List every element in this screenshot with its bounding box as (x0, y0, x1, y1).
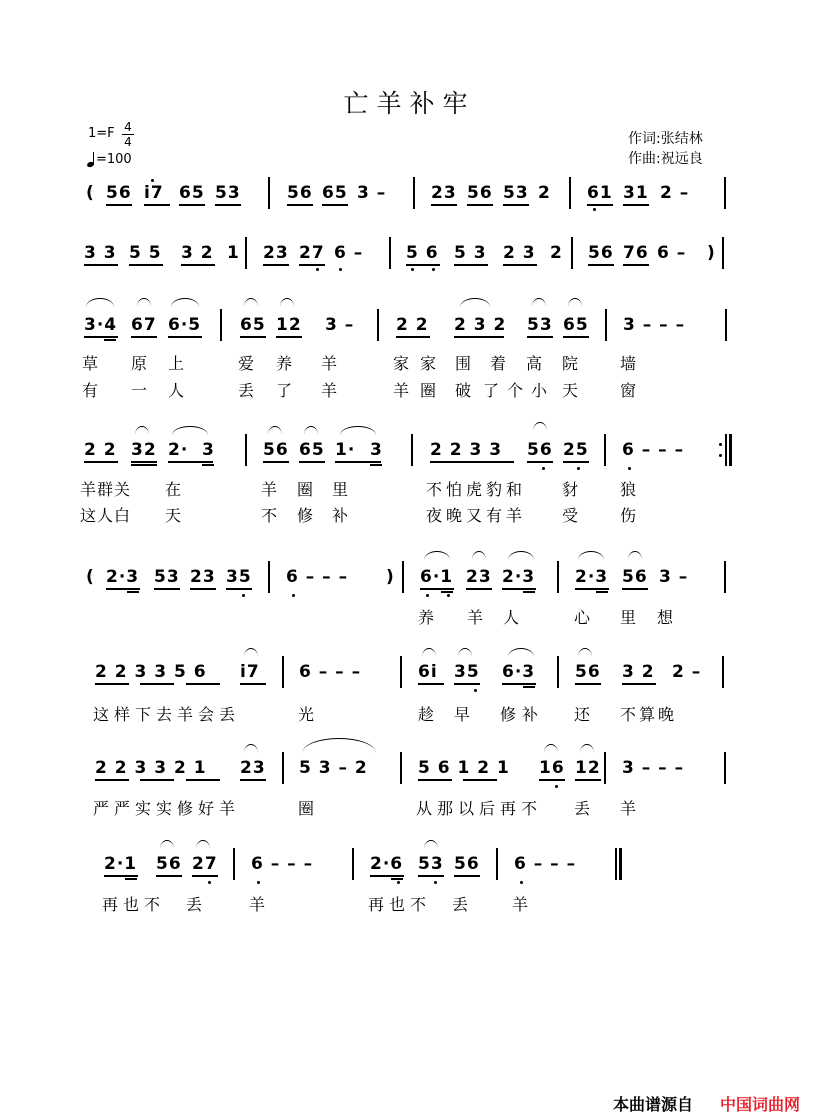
note-group: 65 (322, 183, 348, 203)
note-group: 32 (131, 440, 157, 460)
lyric: 院 (562, 354, 580, 373)
lyric: 个 (507, 381, 525, 400)
note-group: 5 3 (454, 243, 487, 263)
note-group: 1· (335, 440, 356, 460)
note-group: 65 (240, 315, 266, 335)
lyric: 从那以后再不 (416, 799, 543, 818)
lyric: 羊 (321, 381, 339, 400)
barline (282, 656, 284, 688)
note-group: 6 – (334, 243, 364, 263)
note-group: 61 (587, 183, 613, 203)
lyric: 夜晚又有羊 (426, 506, 527, 525)
paren-open: ( (86, 183, 95, 203)
barline (722, 656, 724, 688)
note-group: 2 2 3 3 5 6 (95, 662, 207, 682)
barline (402, 561, 404, 593)
lyric: 不算晚 (620, 705, 678, 724)
lyric: 羊群关 (80, 480, 132, 499)
note-group: 2 3 (503, 243, 536, 263)
note-group: 3·4 (84, 315, 118, 335)
lyric: 羊 (393, 381, 411, 400)
lyric: 墙 (620, 354, 638, 373)
lyric: 补 (332, 506, 350, 525)
footer-source: 本曲谱源自 (613, 1095, 694, 1114)
note-group: 27 (299, 243, 325, 263)
note-group: 53 (154, 567, 180, 587)
note-group: 56 (575, 662, 601, 682)
note-group: 3 3 (84, 243, 117, 263)
note-group: 6·3 (502, 662, 536, 682)
note-group: 53 (503, 183, 529, 203)
note-group: 5 6 1 2 1 (418, 758, 510, 778)
lyric: 修 (297, 506, 315, 525)
note-group: 16 (539, 758, 565, 778)
barline (724, 752, 726, 784)
note-group: 3 (202, 440, 215, 460)
lyric: 有 (82, 381, 100, 400)
note-group: 56 (156, 854, 182, 874)
final-barline-thin (615, 848, 617, 880)
lyricist-credit: 作词:张结林 (628, 131, 703, 147)
note-group: 3 – – – (622, 758, 685, 778)
note-group: 6 – – – (514, 854, 577, 874)
note-group: 2 2 (396, 315, 429, 335)
note-group: 56 (287, 183, 313, 203)
note-group: 23 (466, 567, 492, 587)
note-group: i7 (240, 662, 260, 682)
barline (245, 434, 247, 466)
note-group: 3 – – – (623, 315, 686, 335)
lyric: 补 (522, 705, 540, 724)
barline (724, 177, 726, 209)
barline (411, 434, 413, 466)
note-group: 53 (215, 183, 241, 203)
lyric: 爱 (238, 354, 256, 373)
note-group: 56 (588, 243, 614, 263)
note-group: 6 – – – (286, 567, 349, 587)
note-group: 23 (263, 243, 289, 263)
lyric: 圈 (297, 480, 315, 499)
lyric: 想 (657, 608, 675, 627)
quarter-note-icon (86, 153, 96, 167)
note-group: 6 – – – (299, 662, 362, 682)
note-group: 5 5 (129, 243, 162, 263)
lyric: 天 (165, 506, 183, 525)
lyric: 着 (490, 354, 508, 373)
barline (557, 656, 559, 688)
note-group: 2 2 3 3 (430, 440, 503, 460)
lyric: 圈 (298, 799, 316, 818)
lyric: 丢 (238, 381, 256, 400)
lyric: 还 (574, 705, 592, 724)
lyric: 羊 (321, 354, 339, 373)
barline (569, 177, 571, 209)
lyric: 小 (531, 381, 549, 400)
lyric: 光 (298, 705, 316, 724)
barline (389, 237, 391, 269)
lyric: 围 (455, 354, 473, 373)
note-group: 2 – (660, 183, 690, 203)
key-signature: 1=F (88, 126, 115, 141)
note-group: 2 2 3 3 2 1 (95, 758, 207, 778)
barline (413, 177, 415, 209)
note-group: 2· (168, 440, 189, 460)
note-group: 3 – (357, 183, 387, 203)
lyric: 家 (393, 354, 411, 373)
repeat-barline (725, 434, 727, 466)
note-group: 56 (467, 183, 493, 203)
lyric: 高 (526, 354, 544, 373)
note-group: 2 (538, 183, 551, 203)
note-group: 5 6 (406, 243, 439, 263)
note-group: 56 (263, 440, 289, 460)
note-group: 65 (179, 183, 205, 203)
barline (604, 752, 606, 784)
barline (571, 237, 573, 269)
barline (724, 561, 726, 593)
lyric: 在 (165, 480, 183, 499)
paren-close: ) (707, 243, 716, 263)
lyric: 草 (82, 354, 100, 373)
barline (245, 237, 247, 269)
barline (220, 309, 222, 341)
lyric: 羊 (261, 480, 279, 499)
barline (722, 237, 724, 269)
barline (400, 752, 402, 784)
lyric: 养 (276, 354, 294, 373)
note-group: 23 (431, 183, 457, 203)
lyric: 羊 (249, 895, 267, 914)
note-group: 6 – – – (622, 440, 685, 460)
note-group: 25 (563, 440, 589, 460)
note-group: 2 2 (84, 440, 117, 460)
note-group: 1 (227, 243, 240, 263)
lyric: 再也不 (368, 895, 432, 914)
lyric: 养 (418, 608, 436, 627)
lyric: 再也不 (102, 895, 166, 914)
barline (557, 561, 559, 593)
barline (352, 848, 354, 880)
lyric: 这样下去羊会丢 (93, 705, 241, 724)
barline (268, 561, 270, 593)
lyric: 家 (420, 354, 438, 373)
lyric: 羊 (467, 608, 485, 627)
lyric: 窗 (620, 381, 638, 400)
lyric: 里 (332, 480, 350, 499)
lyric: 趁 (418, 705, 436, 724)
barline (377, 309, 379, 341)
barline (400, 656, 402, 688)
note-group: 6·5 (168, 315, 202, 335)
lyric: 这人白 (80, 506, 132, 525)
lyric: 受 (562, 506, 580, 525)
barline (725, 309, 727, 341)
note-group: 3 2 (181, 243, 214, 263)
note-group: 2·3 (106, 567, 140, 587)
barline (604, 434, 606, 466)
note-group: 35 (454, 662, 480, 682)
barline (268, 177, 270, 209)
note-group: 6 – – – (251, 854, 314, 874)
barline (605, 309, 607, 341)
lyric: 原 (131, 354, 149, 373)
time-top: 4 (124, 120, 132, 134)
tempo-value: =100 (96, 152, 132, 167)
note-group: 56 (454, 854, 480, 874)
lyric: 了 (276, 381, 294, 400)
note-group: 3 2 (622, 662, 655, 682)
lyric: 破 (455, 381, 473, 400)
note-group: 53 (418, 854, 444, 874)
note-group: 3 – (325, 315, 355, 335)
lyric: 天 (562, 381, 580, 400)
note-group: 56 (527, 440, 553, 460)
lyric: 豺 (562, 480, 580, 499)
note-group: 2 (550, 243, 563, 263)
lyric: 人 (168, 381, 186, 400)
lyric: 早 (454, 705, 472, 724)
tempo-mark (86, 152, 132, 167)
lyric: 羊 (620, 799, 638, 818)
note-group: 2·3 (575, 567, 609, 587)
note-group: 31 (623, 183, 649, 203)
note-group: 6i (418, 662, 438, 682)
note-group: 56 (106, 183, 132, 203)
time-bottom: 4 (122, 134, 134, 149)
repeat-barline-thick (729, 434, 732, 466)
barline (282, 752, 284, 784)
lyric: 人 (503, 608, 521, 627)
lyric: 心 (574, 608, 592, 627)
note-group: 12 (276, 315, 302, 335)
note-group: 76 (623, 243, 649, 263)
note-group: 65 (299, 440, 325, 460)
paren-close: ) (386, 567, 395, 587)
note-group: 2 – (672, 662, 702, 682)
note-group: 3 – (659, 567, 689, 587)
note-group: 2·3 (502, 567, 536, 587)
note-group: 3 (370, 440, 383, 460)
time-signature (122, 120, 134, 149)
lyric: 严严实实修好羊 (93, 799, 241, 818)
lyric: 圈 (420, 381, 438, 400)
note-group: 23 (240, 758, 266, 778)
note-group: i7 (144, 183, 164, 203)
note-group: 23 (190, 567, 216, 587)
lyric: 里 (620, 608, 638, 627)
lyric: 丢 (452, 895, 470, 914)
note-group: 2 3 2 (454, 315, 507, 335)
note-group: 12 (575, 758, 601, 778)
lyric: 了 (483, 381, 501, 400)
note-group: 53 (527, 315, 553, 335)
note-group: 6 – (657, 243, 687, 263)
lyric: 上 (168, 354, 186, 373)
lyric: 伤 (620, 506, 638, 525)
lyric: 修 (500, 705, 518, 724)
composer-credit: 作曲:祝远良 (628, 151, 703, 167)
lyric: 不 (261, 506, 279, 525)
note-group: 65 (563, 315, 589, 335)
note-group: 5 3 – 2 (299, 758, 368, 778)
lyric: 羊 (512, 895, 530, 914)
lyric: 一 (131, 381, 149, 400)
lyric: 不怕虎豹和 (426, 480, 527, 499)
lyric: 狼 (620, 480, 638, 499)
barline (496, 848, 498, 880)
barline (233, 848, 235, 880)
note-group: 6·1 (420, 567, 454, 587)
song-title: 亡羊补牢 (343, 89, 476, 118)
footer-site-link[interactable]: 中国词曲网 (720, 1095, 801, 1114)
paren-open: ( (86, 567, 95, 587)
note-group: 56 (622, 567, 648, 587)
note-group: 35 (226, 567, 252, 587)
final-barline-thick (619, 848, 622, 880)
note-group: 67 (131, 315, 157, 335)
note-group: 2·6 (370, 854, 404, 874)
note-group: 27 (192, 854, 218, 874)
lyric: 丢 (574, 799, 592, 818)
lyric: 丢 (186, 895, 204, 914)
note-group: 2·1 (104, 854, 138, 874)
